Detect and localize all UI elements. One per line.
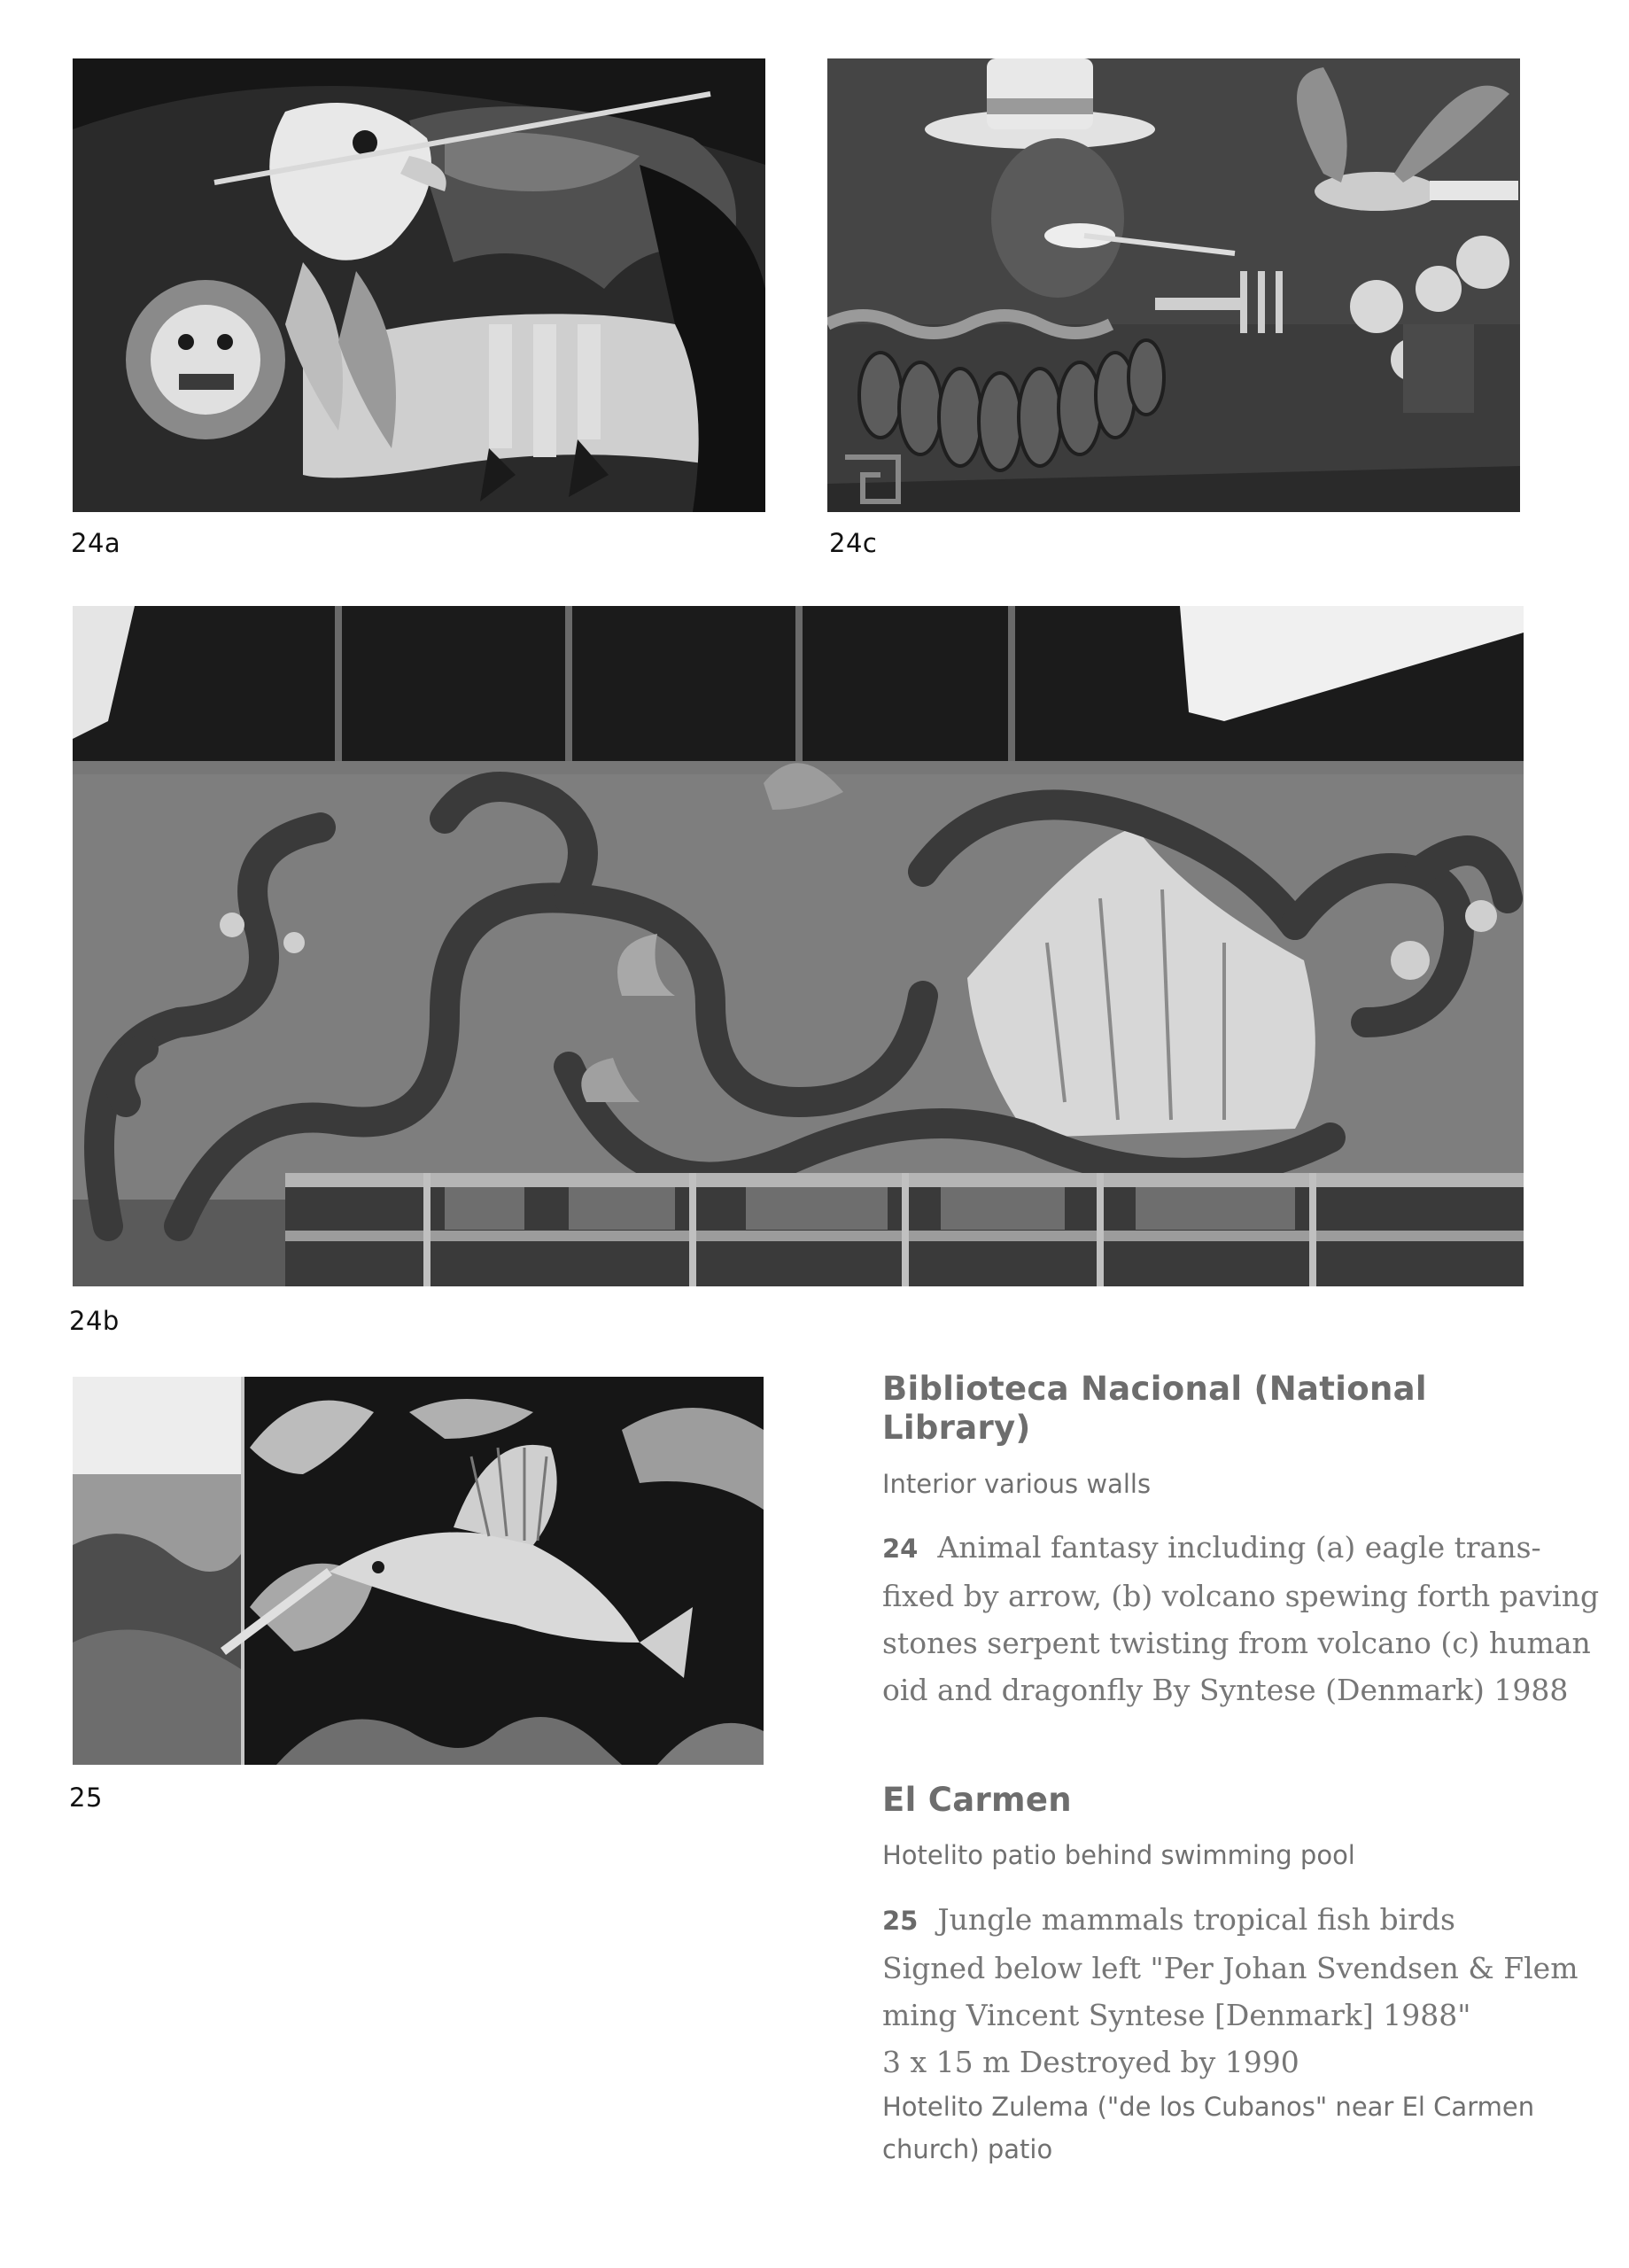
photo-24c (827, 58, 1520, 512)
el-carmen-section (882, 1781, 1579, 2171)
entry-number: 24 (882, 1534, 919, 1565)
entry-line (882, 1524, 1555, 1573)
biblioteca-section (882, 1370, 1600, 1713)
entry-25 (882, 1896, 1579, 2085)
entry-line: fixed by arrow, (b) volcano spewing forth paving (882, 1579, 1600, 1614)
section-title: Biblioteca Nacional (National Library) (882, 1370, 1427, 1448)
section-location: Hotelito patio behind swimming pool (882, 1840, 1355, 1871)
entry-line: Signed below left "Per Johan Svendsen & Flem (882, 1951, 1579, 1986)
entry-24 (882, 1524, 1600, 1713)
location-note (882, 2085, 1555, 2171)
figure-label-25: 25 (69, 1783, 103, 1813)
entry-text: Animal fantasy including (a) eagle trans- (937, 1530, 1541, 1565)
entry-line: 3 x 15 m Destroyed by 1990 (882, 2045, 1299, 2080)
entry-text: Jungle mammals tropical fish birds (937, 1902, 1455, 1938)
figure-label-24a: 24a (71, 528, 121, 558)
photo-25 (73, 1377, 764, 1765)
figure-label-24b: 24b (69, 1306, 120, 1336)
photo-24a (73, 58, 765, 512)
entry-line: stones serpent twisting from volcano (c) human (882, 1626, 1591, 1661)
note-line: church) patio (882, 2134, 1053, 2165)
entry-line (882, 1896, 1555, 1945)
note-line: Hotelito Zulema ("de los Cubanos" near El Carmen (882, 2092, 1535, 2123)
photo-24b (73, 606, 1524, 1286)
entry-line: oid and dragonfly By Syntese (Denmark) 1988 (882, 1673, 1569, 1708)
section-title: El Carmen (882, 1781, 1072, 1819)
entry-number: 25 (882, 1906, 919, 1937)
entry-line: ming Vincent Syntese [Denmark] 1988" (882, 1998, 1471, 2033)
figure-label-24c: 24c (829, 528, 878, 558)
section-location: Interior various walls (882, 1468, 1152, 1499)
